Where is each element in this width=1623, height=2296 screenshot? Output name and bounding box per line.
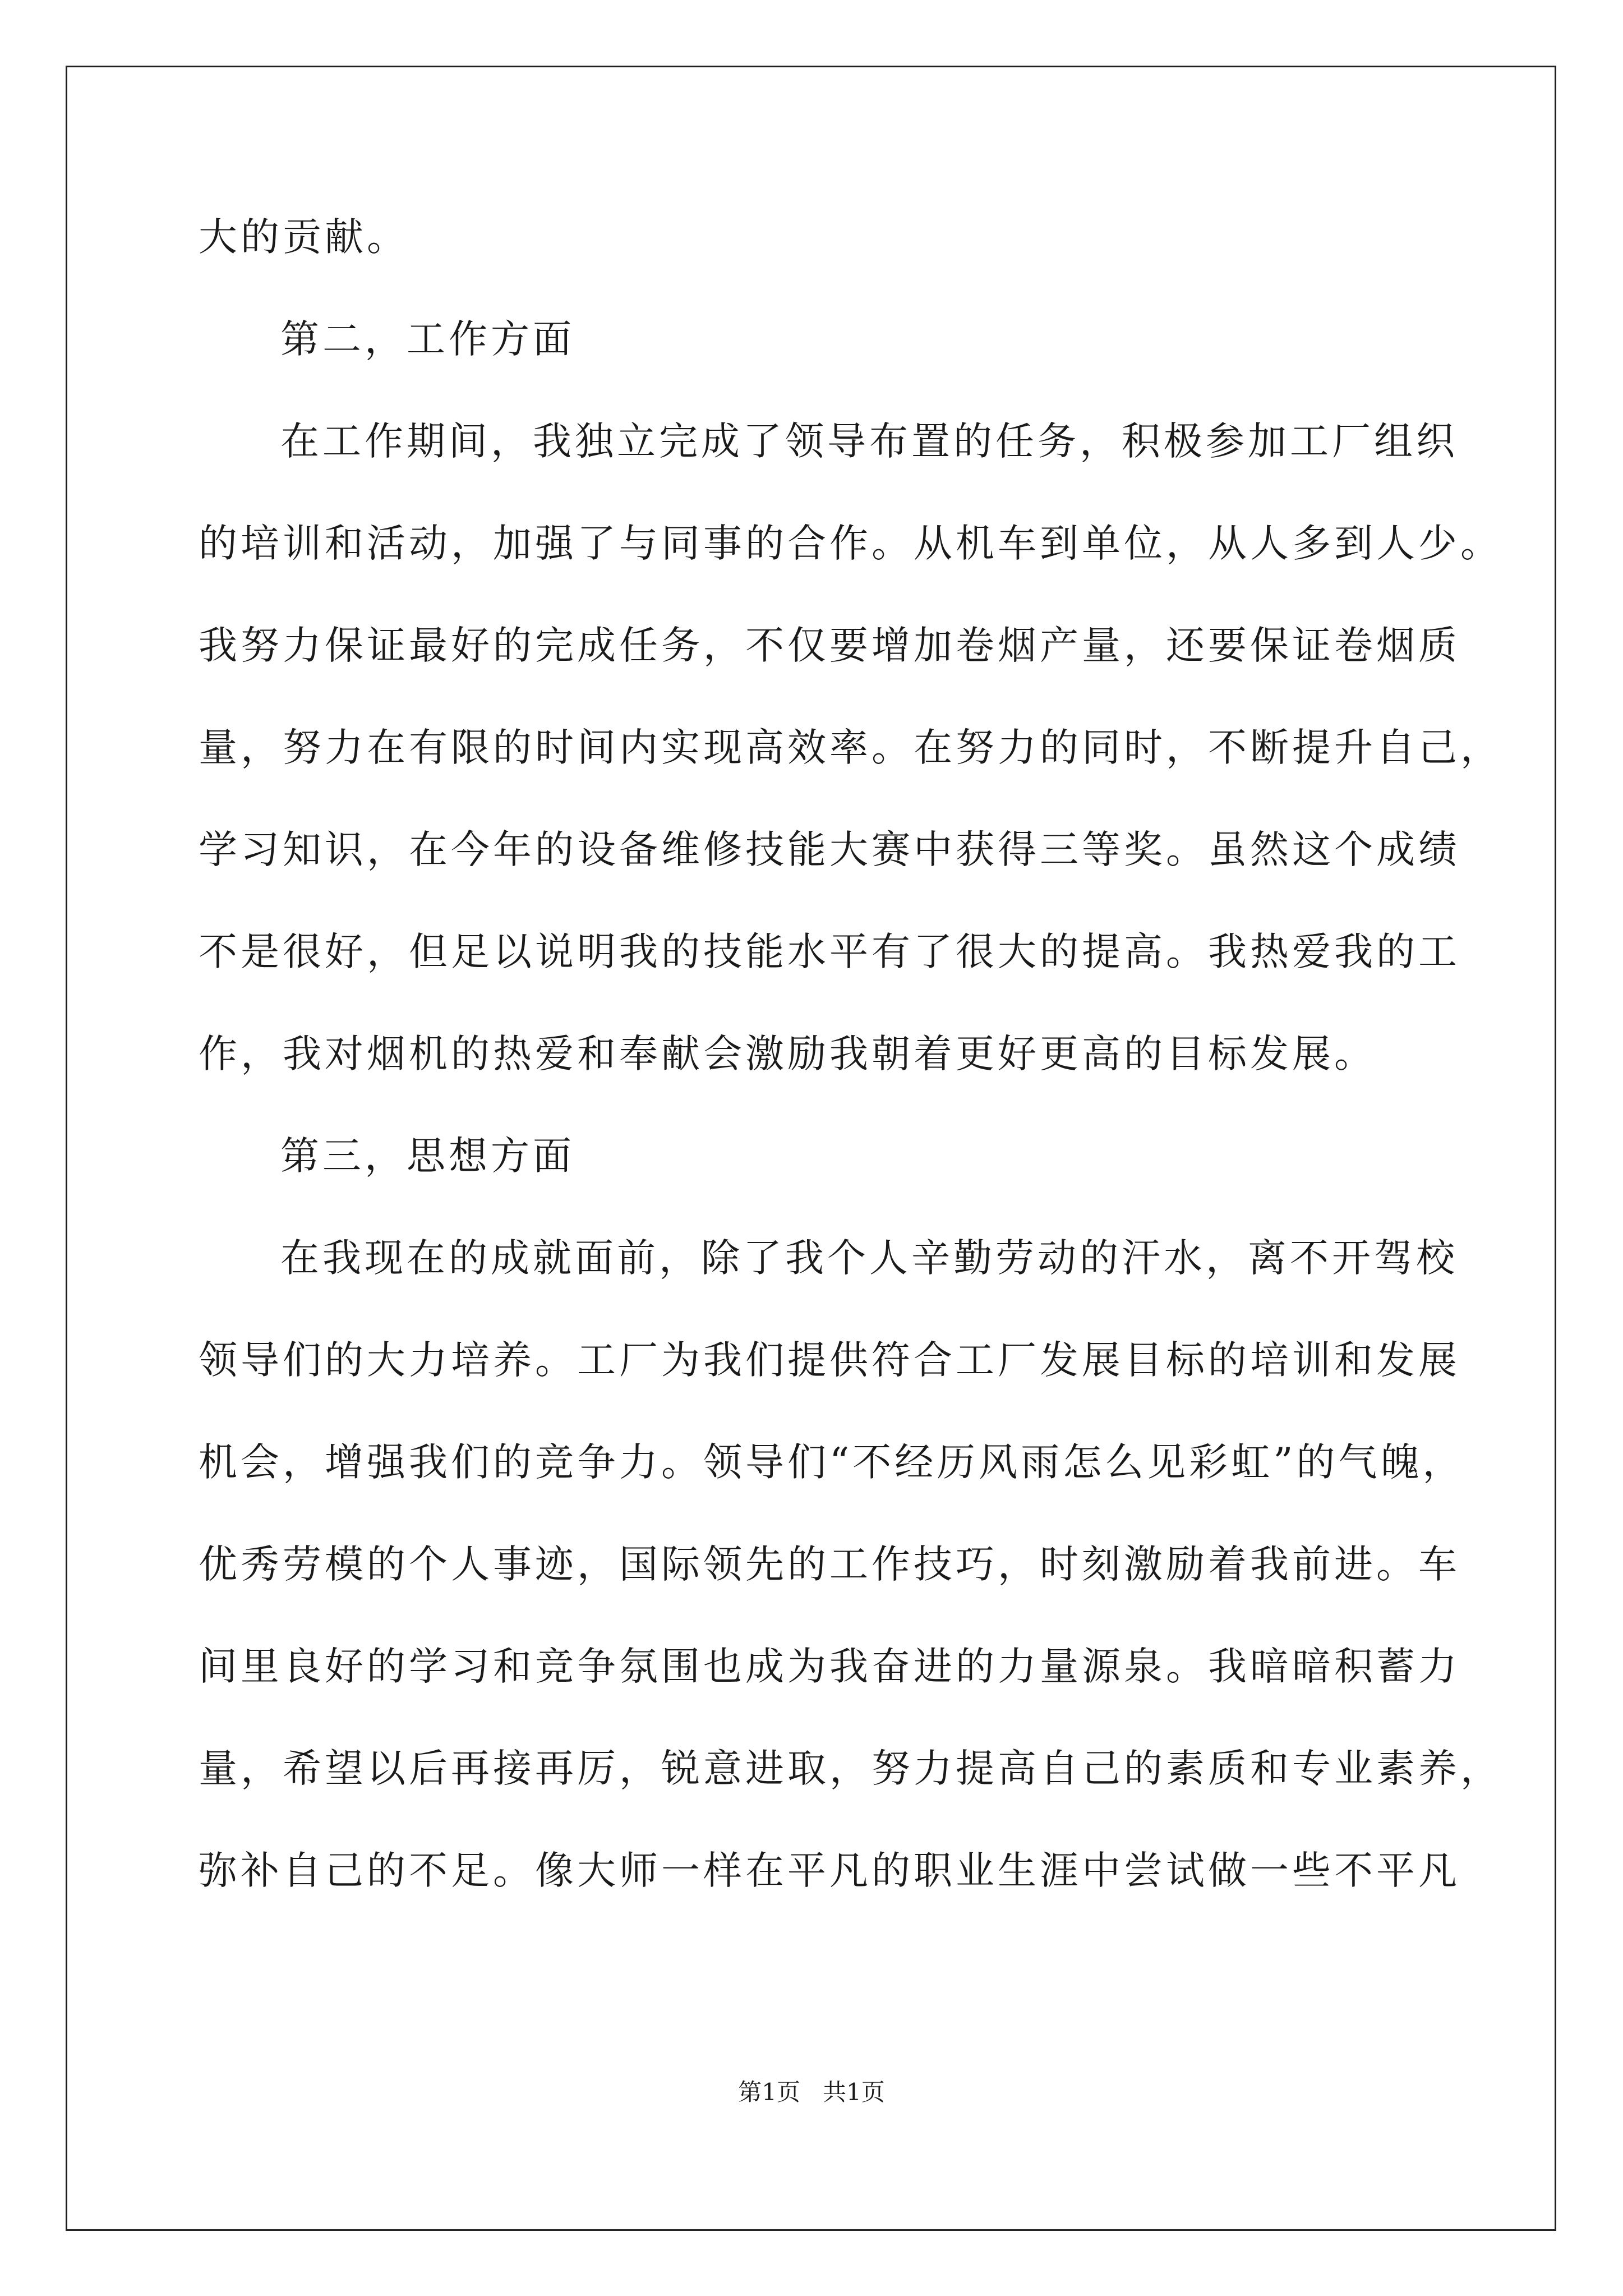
page-number-footer: 第1页 共1页 — [738, 2078, 885, 2106]
text-line: 量，努力在有限的时间内实现高效率。在努力的同时，不断提升自己， — [199, 725, 1502, 770]
section-heading-work: 第二，工作方面 — [280, 317, 575, 362]
text-line: 弥补自己的不足。像大师一样在平凡的职业生涯中尝试做一些不平凡 — [199, 1848, 1460, 1893]
text-line: 不是很好，但足以说明我的技能水平有了很大的提高。我热爱我的工 — [199, 930, 1460, 974]
text-line: 我努力保证最好的完成任务，不仅要增加卷烟产量，还要保证卷烟质 — [199, 623, 1460, 668]
text-line: 机会，增强我们的竞争力。领导们“不经历风雨怎么见彩虹”的气魄， — [199, 1440, 1465, 1485]
section-heading-thought: 第三，思想方面 — [280, 1134, 575, 1179]
text-line: 在工作期间，我独立完成了领导布置的任务，积极参加工厂组织 — [280, 419, 1458, 464]
text-line: 量，希望以后再接再厉，锐意进取，努力提高自己的素质和专业素养， — [199, 1746, 1502, 1791]
text-line: 作，我对烟机的热爱和奉献会激励我朝着更好更高的目标发展。 — [199, 1032, 1376, 1076]
text-line: 优秀劳模的个人事迹，国际领先的工作技巧，时刻激励着我前进。车 — [199, 1542, 1460, 1587]
text-line: 在我现在的成就面前，除了我个人辛勤劳动的汗水，离不开驾校 — [280, 1236, 1458, 1281]
paragraph-continuation: 大的贡献。 — [199, 215, 409, 260]
text-line: 间里良好的学习和竞争氛围也成为我奋进的力量源泉。我暗暗积蓄力 — [199, 1644, 1460, 1689]
text-line: 的培训和活动，加强了与同事的合作。从机车到单位，从人多到人少。 — [199, 521, 1502, 566]
text-line: 领导们的大力培养。工厂为我们提供符合工厂发展目标的培训和发展 — [199, 1338, 1460, 1383]
text-line: 学习知识，在今年的设备维修技能大赛中获得三等奖。虽然这个成绩 — [199, 827, 1460, 872]
